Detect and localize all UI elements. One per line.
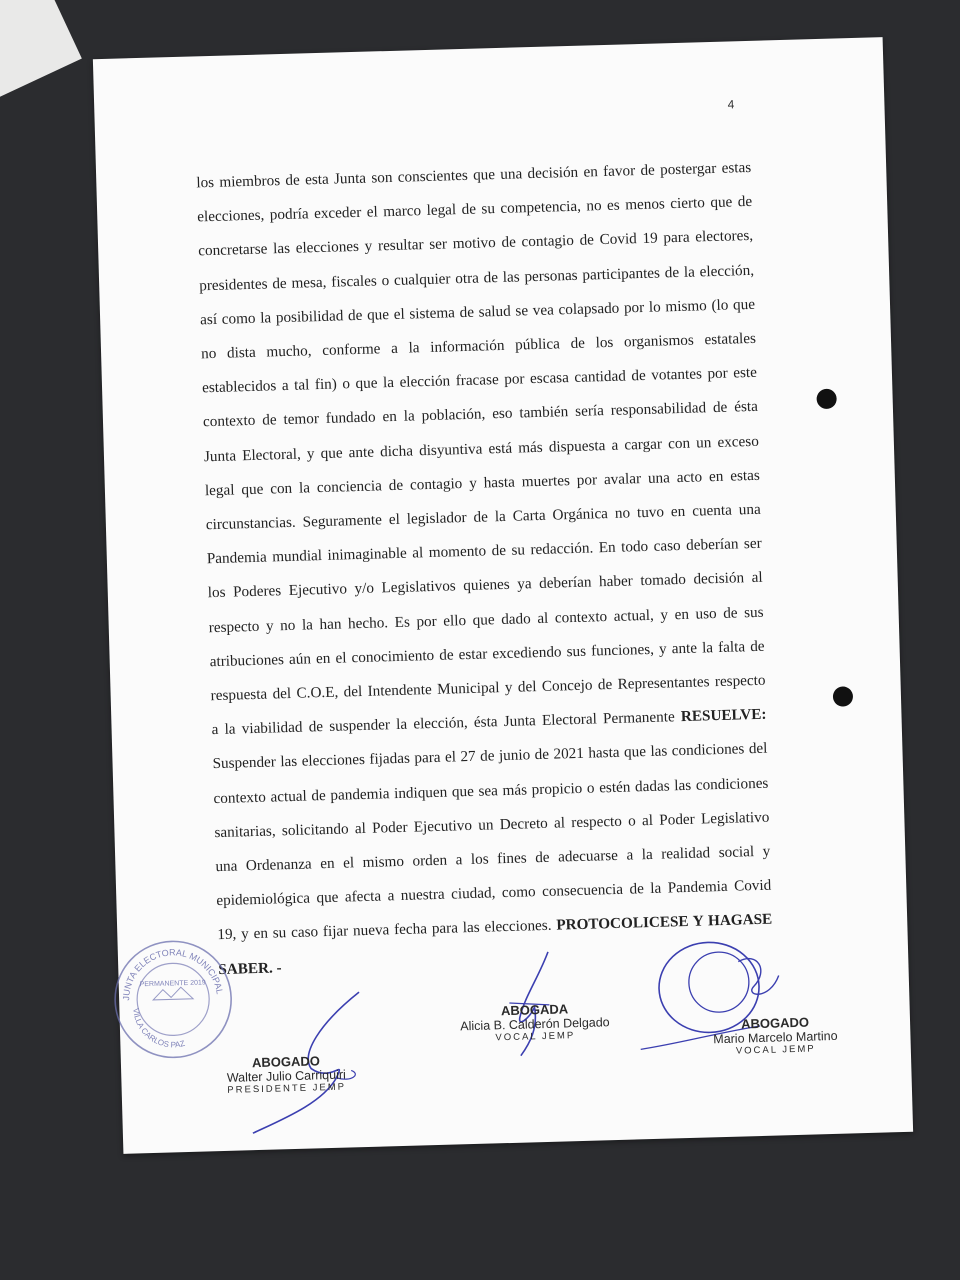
body-line: circunstancias. Seguramente el legislador de la Carta Orgánica no tuvo en cuenta una: [205, 500, 761, 534]
body-line: legal que con la conciencia de contagio y hasta muertes por avalar una acto en estas: [204, 466, 760, 500]
body-line: presidentes de mesa, fiscales o cualquier otra de las personas participantes de la elección,: [198, 261, 755, 294]
official-stamp: [109, 936, 237, 1064]
resolution-line: sanitarias, solicitando al Poder Ejecutivo un Decreto al respecto o al Poder Legislativo: [214, 808, 770, 842]
signatory-name: Mario Marcelo Martino: [713, 1028, 838, 1047]
resolution-line: epidemiológica que afecta a nuestra ciudad, como consecuencia de la Pandemia Covid: [216, 876, 772, 910]
body-line: concretarse las elecciones y resultar ser motivo de contagio de Covid 19 para electores,: [198, 227, 754, 260]
final-line-text: 19, y en su caso fijar nueva fecha para las elecciones.: [217, 917, 552, 944]
document-body: [196, 151, 774, 987]
signatory-block-3: [695, 1013, 856, 1057]
stamp-text-mid: PERMANENTE 2019: [139, 979, 206, 989]
signatory-role: PRESIDENTE JEMP: [227, 1081, 347, 1096]
stamp-text-bottom: VILLA CARLOS PAZ: [131, 1007, 186, 1050]
body-line: establecidos a tal fin) o que la elección fracase por escasa cantidad de votantes por este: [201, 364, 758, 397]
resolution-line: Suspender las elecciones fijadas para el 27 de junio de 2021 hasta que las condiciones del: [212, 740, 768, 773]
signatory-title: ABOGADO: [251, 1053, 321, 1071]
page-number: 4: [727, 97, 735, 112]
body-line: los miembros de esta Junta son conscientes que una decisión en favor de postergar estas: [196, 158, 752, 192]
signatory-block-1: [216, 1052, 357, 1096]
resolution-line: una Ordenanza en el mismo orden a los fines de adecuarse a la realidad social y: [215, 842, 771, 876]
protocolicese-keyword: PROTOCOLICESE Y HAGASE: [556, 911, 773, 935]
signatory-role: VOCAL JEMP: [495, 1030, 576, 1044]
stamp-text-top: JUNTA ELECTORAL MUNICIPAL: [121, 947, 225, 1001]
resolution-line: contexto actual de pandemia indiquen que sea más propicio o estén dadas las condiciones: [213, 774, 769, 807]
punch-hole-bottom: [833, 686, 854, 707]
body-line: elecciones, podría exceder el marco legal de su competencia, no es menos cierto que de: [197, 193, 753, 226]
signatory-title: ABOGADA: [500, 1001, 569, 1019]
body-line: los Poderes Ejecutivo y/o Legislativos quienes ya deberían haber tomado decisión al: [207, 569, 763, 602]
body-line: así como la posibilidad de que el sistema de salud se vea colapsado por lo mismo (lo que: [199, 295, 756, 329]
signatory-name: Alicia B. Calderón Delgado: [460, 1015, 610, 1034]
body-line: Pandemia mundial inimaginable al momento de su redacción. En todo caso deberían ser: [206, 534, 762, 568]
signatory-role: VOCAL JEMP: [735, 1043, 816, 1057]
backdrop-paper: [0, 0, 82, 109]
svg-text:VILLA CARLOS PAZ: [131, 1007, 186, 1051]
body-line: respecto y no la han hecho. Es por ello que dado al contexto actual, y en uso de sus: [208, 603, 764, 636]
signatory-name: Walter Julio Carriquiri: [226, 1067, 347, 1085]
body-line: respuesta del C.O.E, del Intendente Municipal y del Concejo de Representantes respecto: [210, 671, 766, 705]
document-page: [93, 37, 913, 1154]
body-line: contexto de temor fundado en la población, eso también sería responsabilidad de ésta: [202, 398, 759, 431]
signatory-block-2: [449, 1000, 620, 1045]
resuelve-keyword: RESUELVE:: [680, 705, 767, 726]
body-line: Junta Electoral, y que ante dicha disyuntiva está más dispuesta a cargar con un exceso: [203, 432, 760, 465]
body-line-text: a la viabilidad de suspender la elección, ésta Junta Electoral Permanente: [211, 708, 675, 739]
body-line: no dista mucho, conforme a la información pública de los organismos estatales: [200, 329, 757, 363]
saber-keyword: SABER. -: [218, 959, 282, 978]
body-line: atribuciones aún en el conocimiento de estar excediendo sus funciones, y ante la falta de: [209, 637, 765, 671]
signatory-title: ABOGADO: [740, 1014, 810, 1032]
punch-hole-top: [816, 389, 837, 410]
